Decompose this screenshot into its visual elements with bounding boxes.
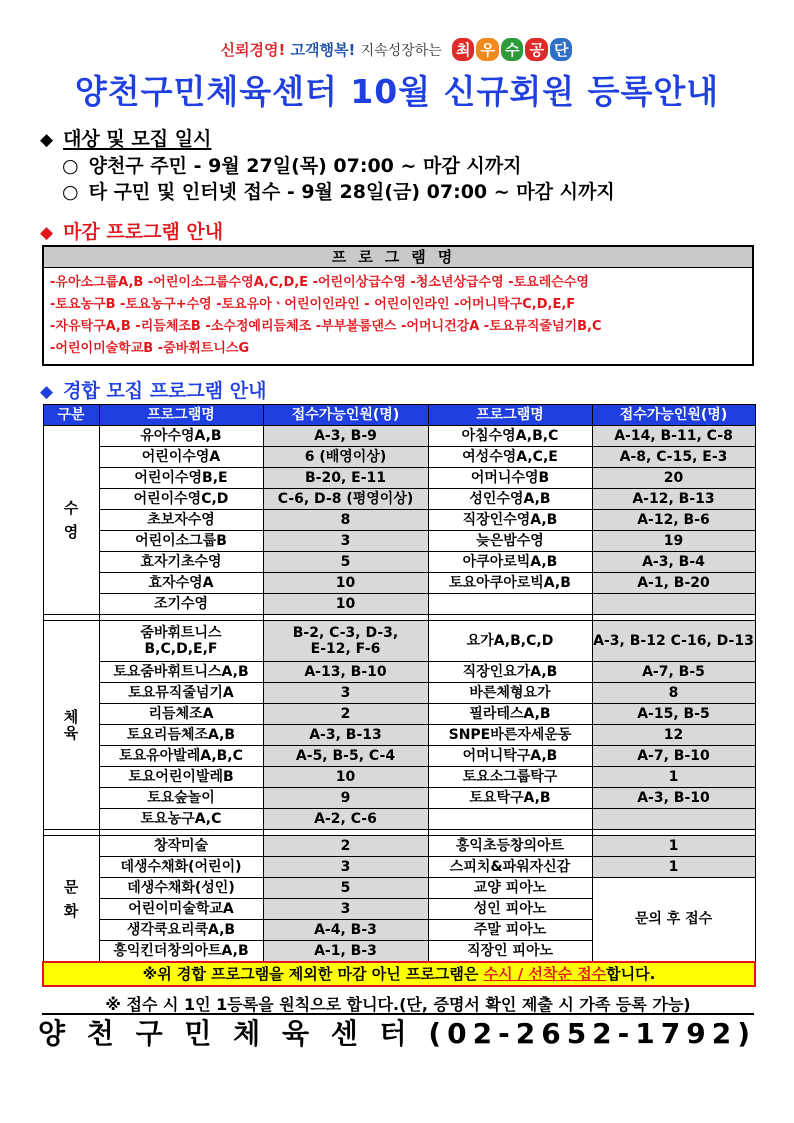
capacity-cell: 10 <box>263 594 428 615</box>
section2-heading-text: 마감 프로그램 안내 <box>63 221 224 243</box>
table-row <box>43 426 755 447</box>
program-name-cell: 요가A,B,C,D <box>428 621 592 662</box>
capacity-cell: A-14, B-11, C-8 <box>592 426 755 447</box>
capacity-cell: A-3, B-13 <box>263 725 428 746</box>
program-name-cell: 직장인요가A,B <box>428 662 592 683</box>
footer-note: ※ 접수 시 1인 1등록을 원칙으로 합니다.(단, 증명서 확인 제출 시 가족 등록 가능) <box>105 995 691 1014</box>
capacity-cell: 12 <box>592 725 755 746</box>
section1-line-text: 양천구 주민 - 9월 27일(목) 07:00 ~ 마감 시까지 <box>88 155 522 177</box>
capacity-cell: 19 <box>592 531 755 552</box>
notice-text: ※위 경합 프로그램을 제외한 마감 아닌 프로그램은 <box>142 965 484 983</box>
table-row <box>43 704 755 725</box>
capacity-cell: 2 <box>263 836 428 857</box>
program-name-cell: 효자기초수영 <box>99 552 263 573</box>
capacity-cell: 1 <box>592 857 755 878</box>
capacity-cell: 8 <box>263 510 428 531</box>
program-name-cell: 데생수채화(성인) <box>99 878 263 899</box>
capacity-cell: 2 <box>263 704 428 725</box>
capacity-cell: 6 (배영이상) <box>263 447 428 468</box>
program-name-cell: 창작미술 <box>99 836 263 857</box>
capacity-cell: A-1, B-3 <box>263 941 428 963</box>
capacity-cell: 3 <box>263 683 428 704</box>
capacity-cell <box>592 594 755 615</box>
capacity-cell: A-3, B-12 C-16, D-13 <box>592 621 755 662</box>
brand-char: 우 <box>476 38 499 61</box>
program-name-cell: 토요농구A,C <box>99 809 263 830</box>
program-name-cell: 성인 피아노 <box>428 899 592 920</box>
capacity-cell <box>592 809 755 830</box>
section3-heading-text: 경합 모집 프로그램 안내 <box>63 380 267 402</box>
closed-programs-line: -어린이미술학교B -줌바휘트니스G <box>50 341 250 356</box>
capacity-cell: A-15, B-5 <box>592 704 755 725</box>
capacity-cell: A-3, B-9 <box>263 426 428 447</box>
section1-heading-text: 대상 및 모집 일시 <box>63 128 212 150</box>
program-name-cell: 필라테스A,B <box>428 704 592 725</box>
closed-programs-header: 프로그램명 <box>44 247 752 268</box>
capacity-cell: 3 <box>263 857 428 878</box>
capacity-cell: 10 <box>263 767 428 788</box>
program-name-cell: 홍익초등창의아트 <box>428 836 592 857</box>
brand-char: 단 <box>550 38 573 61</box>
program-name-cell <box>428 809 592 830</box>
slogan-part2: 고객행복! <box>290 41 356 59</box>
section1-line <box>62 151 521 178</box>
table-row <box>43 836 755 857</box>
capacity-cell: 8 <box>592 683 755 704</box>
program-name-cell: 아쿠아로빅A,B <box>428 552 592 573</box>
section2-heading <box>40 217 223 244</box>
capacity-cell: 1 <box>592 836 755 857</box>
circle-icon: ○ <box>62 181 79 203</box>
program-name-cell: 어린이소그룹B <box>99 531 263 552</box>
table-header-row <box>43 405 755 426</box>
category-cell: 수 영 <box>43 426 99 615</box>
header-program: 프로그램명 <box>99 405 263 426</box>
capacity-cell: A-7, B-5 <box>592 662 755 683</box>
capacity-cell: A-3, B-4 <box>592 552 755 573</box>
table-row <box>43 552 755 573</box>
section3-heading <box>40 376 266 403</box>
closed-programs-line: -토요농구B -토요농구+수영 -토요유아ㆍ어린이인라인 - 어린이인라인 -어머니탁구C,D,E,F <box>50 297 576 312</box>
capacity-cell: B-2, C-3, D-3, E-12, F-6 <box>263 621 428 662</box>
program-name-cell <box>428 594 592 615</box>
program-name-cell: 어머니수영B <box>428 468 592 489</box>
table-row <box>43 447 755 468</box>
table-row <box>43 683 755 704</box>
program-name-cell: 유아수영A,B <box>99 426 263 447</box>
program-name-cell: SNPE바른자세운동 <box>428 725 592 746</box>
capacity-cell: 1 <box>592 767 755 788</box>
table-row <box>43 621 755 662</box>
program-name-cell: 토요리듬체조A,B <box>99 725 263 746</box>
table-row <box>43 489 755 510</box>
brand-char: 공 <box>525 38 548 61</box>
capacity-cell: A-2, C-6 <box>263 809 428 830</box>
header-program: 프로그램명 <box>428 405 592 426</box>
capacity-cell: 3 <box>263 531 428 552</box>
table-row <box>43 878 755 899</box>
closed-programs-list <box>44 268 752 364</box>
program-name-cell: 리듬체조A <box>99 704 263 725</box>
program-name-cell: 효자수영A <box>99 573 263 594</box>
table-row <box>43 573 755 594</box>
table-row <box>43 468 755 489</box>
capacity-cell: 5 <box>263 552 428 573</box>
table-row <box>43 809 755 830</box>
capacity-cell: 9 <box>263 788 428 809</box>
program-name-cell: 토요줌바휘트니스A,B <box>99 662 263 683</box>
program-name-cell: 토요아쿠아로빅A,B <box>428 573 592 594</box>
program-name-cell: 바른체형요가 <box>428 683 592 704</box>
competitive-programs-table <box>42 404 756 987</box>
program-name-cell: 줌바휘트니스 B,C,D,E,F <box>99 621 263 662</box>
program-name-cell: 조기수영 <box>99 594 263 615</box>
capacity-cell: 20 <box>592 468 755 489</box>
brand-char: 수 <box>501 38 524 61</box>
program-name-cell: 홍익킨더창의아트A,B <box>99 941 263 963</box>
program-name-cell: 직장인수영A,B <box>428 510 592 531</box>
closed-programs-line: -자유탁구A,B -리듬체조B -소수정예리듬체조 -부부볼룸댄스 -어머니건강A -토요뮤직줄넘기B,C <box>50 319 602 334</box>
brand-logo <box>451 38 574 61</box>
slogan-part1: 신뢰경영! <box>220 41 286 59</box>
circle-icon: ○ <box>62 155 79 177</box>
capacity-cell: A-5, B-5, C-4 <box>263 746 428 767</box>
capacity-cell: 문의 후 접수 <box>592 878 755 963</box>
program-name-cell: 데생수채화(어린이) <box>99 857 263 878</box>
diamond-icon: ◆ <box>40 130 54 150</box>
table-row <box>43 594 755 615</box>
program-name-cell: 교양 피아노 <box>428 878 592 899</box>
program-name-cell: 어린이수영C,D <box>99 489 263 510</box>
capacity-cell: A-7, B-10 <box>592 746 755 767</box>
section1-line <box>62 177 615 204</box>
program-name-cell: 여성수영A,C,E <box>428 447 592 468</box>
program-name-cell: 토요탁구A,B <box>428 788 592 809</box>
program-name-cell: 직장인 피아노 <box>428 941 592 963</box>
page-title: 양천구민체육센터 10월 신규회원 등록안내 <box>74 72 720 111</box>
capacity-cell: A-1, B-20 <box>592 573 755 594</box>
table-row <box>43 531 755 552</box>
table-row <box>43 767 755 788</box>
capacity-cell: A-3, B-10 <box>592 788 755 809</box>
diamond-icon: ◆ <box>40 382 54 402</box>
capacity-cell: 3 <box>263 899 428 920</box>
program-name-cell: 어린이미술학교A <box>99 899 263 920</box>
closed-programs-line: -유아소그룹A,B -어린이소그룹수영A,C,D,E -어린이상급수영 -청소년상급수영 -토요레슨수영 <box>50 275 589 290</box>
capacity-cell: A-8, C-15, E-3 <box>592 447 755 468</box>
footer-center-contact: 양 천 구 민 체 육 센 터 (02-2652-1792) <box>37 1017 757 1050</box>
closed-programs-box <box>42 245 754 366</box>
diamond-icon: ◆ <box>40 223 54 243</box>
notice-highlight: 수시 / 선착순 접수 <box>483 965 607 983</box>
capacity-cell: A-12, B-6 <box>592 510 755 531</box>
notice-row <box>43 962 755 986</box>
program-name-cell: 생각쿡요리쿡A,B <box>99 920 263 941</box>
table-row <box>43 725 755 746</box>
program-name-cell: 늦은밤수영 <box>428 531 592 552</box>
capacity-cell: 5 <box>263 878 428 899</box>
category-cell: 체 육 <box>43 621 99 830</box>
capacity-cell: A-12, B-13 <box>592 489 755 510</box>
program-name-cell: 토요뮤직줄넘기A <box>99 683 263 704</box>
program-name-cell: 성인수영A,B <box>428 489 592 510</box>
program-name-cell: 초보자수영 <box>99 510 263 531</box>
category-cell: 문 화 <box>43 836 99 963</box>
table-row <box>43 788 755 809</box>
table-row <box>43 662 755 683</box>
capacity-cell: A-4, B-3 <box>263 920 428 941</box>
capacity-cell: A-13, B-10 <box>263 662 428 683</box>
program-name-cell: 어머니탁구A,B <box>428 746 592 767</box>
program-name-cell: 토요어린이발레B <box>99 767 263 788</box>
program-name-cell: 토요유아발레A,B,C <box>99 746 263 767</box>
brand-char: 최 <box>452 38 475 61</box>
notice-text: 합니다. <box>606 965 656 983</box>
table-row <box>43 746 755 767</box>
capacity-cell: B-20, E-11 <box>263 468 428 489</box>
program-name-cell: 아침수영A,B,C <box>428 426 592 447</box>
notice-cell <box>43 962 755 986</box>
section1-heading <box>40 124 211 151</box>
program-name-cell: 스피치&파워자신감 <box>428 857 592 878</box>
table-row <box>43 510 755 531</box>
capacity-cell: C-6, D-8 (평영이상) <box>263 489 428 510</box>
header-category: 구분 <box>43 405 99 426</box>
header-capacity: 접수가능인원(명) <box>263 405 428 426</box>
program-name-cell: 토요소그룹탁구 <box>428 767 592 788</box>
table-row <box>43 857 755 878</box>
section1-line-text: 타 구민 및 인터넷 접수 - 9월 28일(금) 07:00 ~ 마감 시까지 <box>88 181 615 203</box>
slogan-part3: 지속성장하는 <box>360 43 442 59</box>
program-name-cell: 토요숲놀이 <box>99 788 263 809</box>
capacity-cell: 10 <box>263 573 428 594</box>
program-name-cell: 주말 피아노 <box>428 920 592 941</box>
program-name-cell: 어린이수영B,E <box>99 468 263 489</box>
header-capacity: 접수가능인원(명) <box>592 405 755 426</box>
program-name-cell: 어린이수영A <box>99 447 263 468</box>
slogan <box>0 38 794 61</box>
